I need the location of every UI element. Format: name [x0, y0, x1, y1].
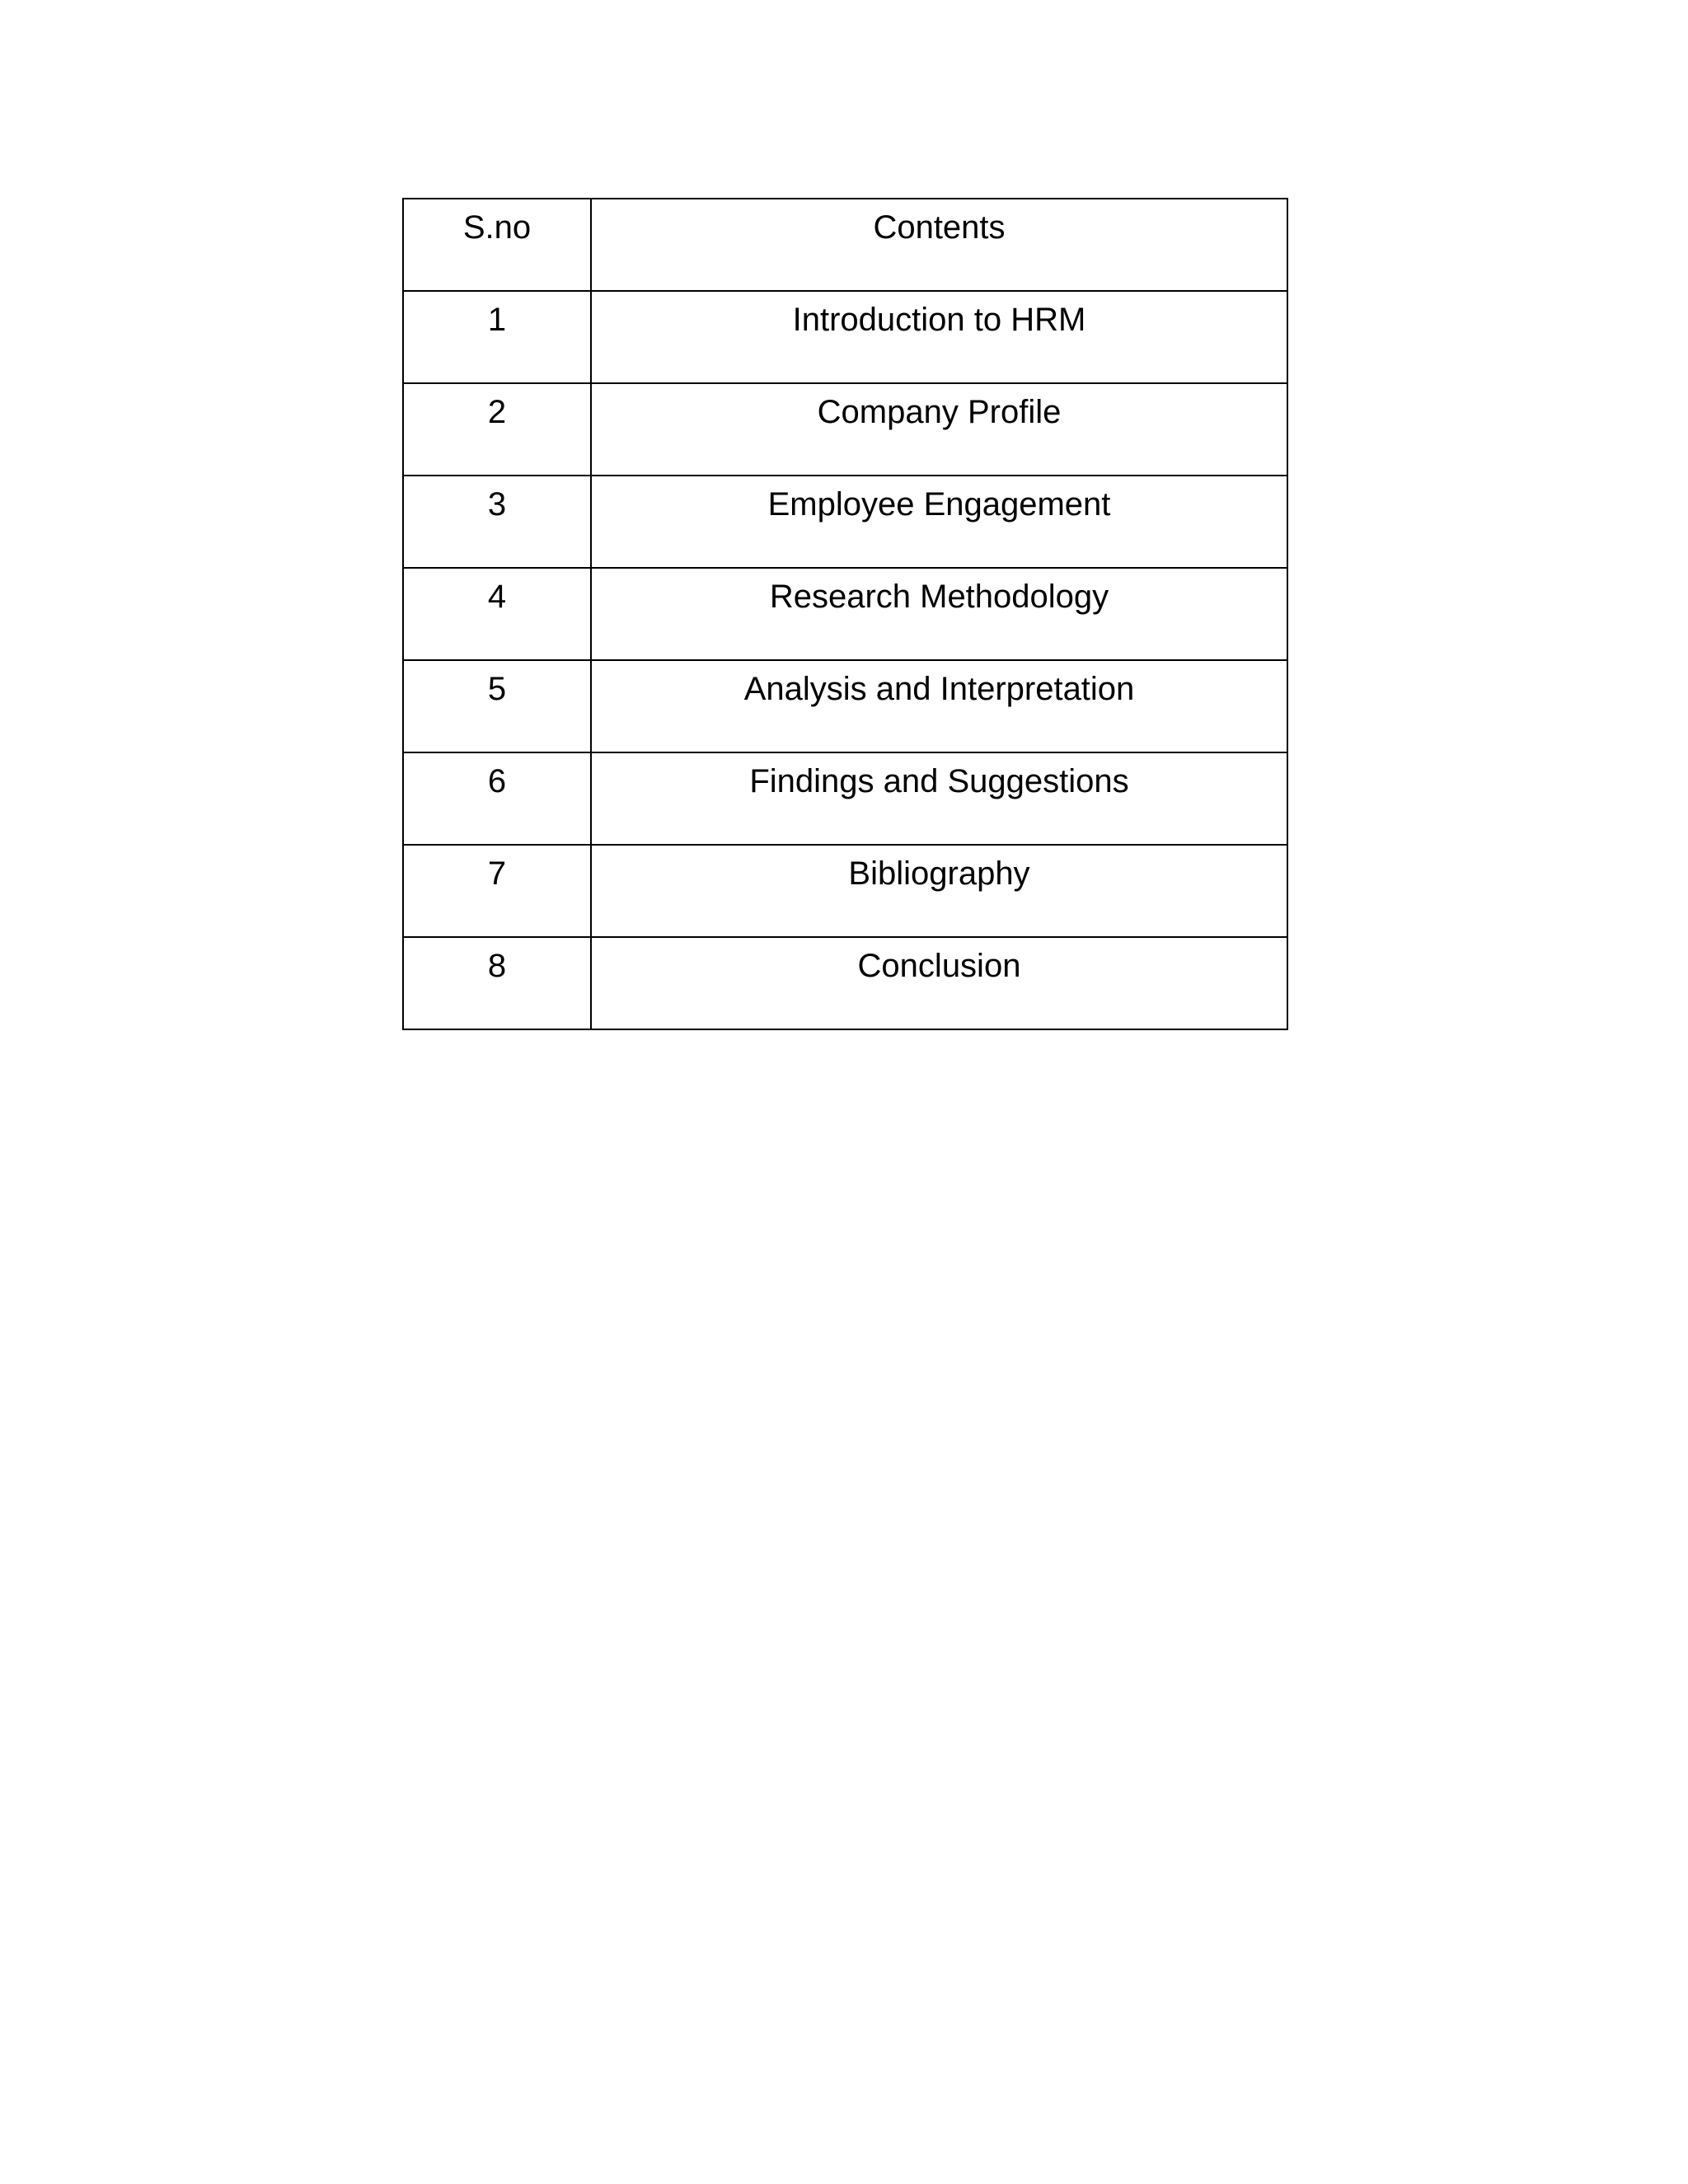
- row-contents: Company Profile: [591, 383, 1287, 476]
- table-row: [403, 845, 1287, 937]
- row-sno: 6: [403, 752, 591, 845]
- contents-table: [402, 198, 1288, 1030]
- header-contents: Contents: [591, 199, 1287, 291]
- table-row: [403, 752, 1287, 845]
- header-sno: S.no: [403, 199, 591, 291]
- row-sno: 1: [403, 291, 591, 383]
- row-contents: Bibliography: [591, 845, 1287, 937]
- row-contents: Introduction to HRM: [591, 291, 1287, 383]
- table-header-row: [403, 199, 1287, 291]
- row-contents: Conclusion: [591, 937, 1287, 1029]
- row-contents: Employee Engagement: [591, 476, 1287, 568]
- row-sno: 5: [403, 660, 591, 752]
- row-contents: Analysis and Interpretation: [591, 660, 1287, 752]
- row-sno: 7: [403, 845, 591, 937]
- table-row: [403, 476, 1287, 568]
- table-row: [403, 383, 1287, 476]
- table-row: [403, 660, 1287, 752]
- row-contents: Findings and Suggestions: [591, 752, 1287, 845]
- row-sno: 4: [403, 568, 591, 660]
- table-row: [403, 568, 1287, 660]
- row-contents: Research Methodology: [591, 568, 1287, 660]
- table-row: [403, 937, 1287, 1029]
- row-sno: 3: [403, 476, 591, 568]
- row-sno: 8: [403, 937, 591, 1029]
- row-sno: 2: [403, 383, 591, 476]
- table-row: [403, 291, 1287, 383]
